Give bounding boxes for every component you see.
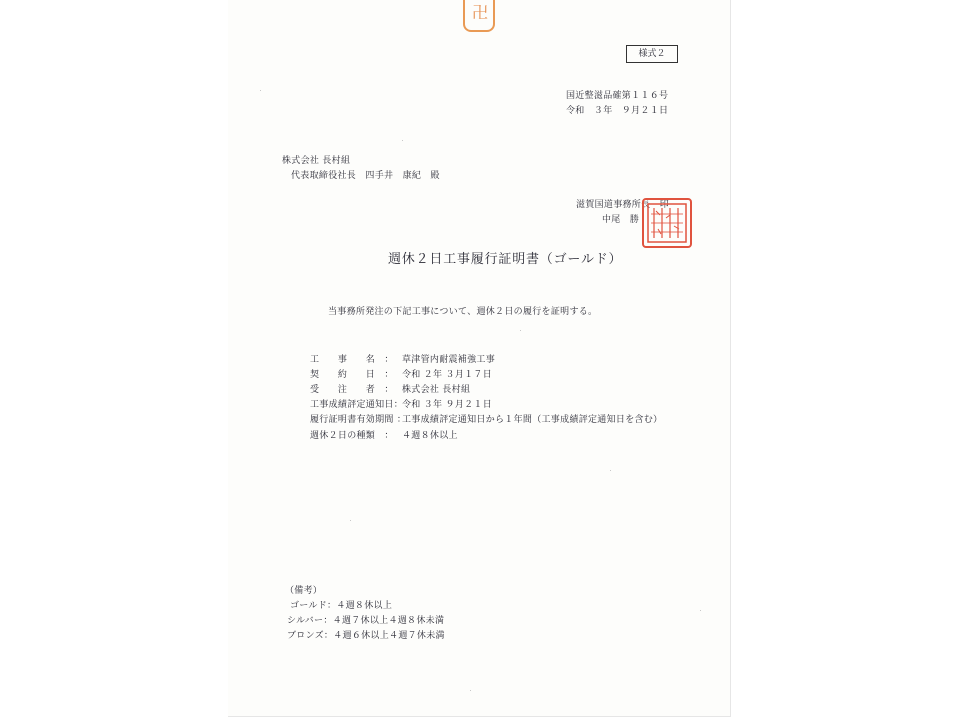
paper-speck [402,140,403,141]
form-label: 様式２ [626,45,678,63]
recipient-company: 株式会社 長村組 [282,156,351,166]
paper-speck [350,520,351,521]
paper-speck [610,470,611,471]
detail-row-validity-period [310,412,662,425]
detail-row-project-name [310,352,495,365]
paper-speck [470,690,471,691]
detail-label: 履行証明書有効期間 ： [310,415,407,425]
detail-value: 株式会社 長村組 [402,385,471,395]
detail-row-contractor [310,382,470,395]
document-title: 週休２日工事履行証明書（ゴールド） [388,252,623,267]
issuer-name: 中尾 勝 [602,215,640,225]
official-seal [642,198,692,248]
detail-label: 週休２日の種類 ： [310,431,394,441]
notes-heading: （備考） [285,586,323,596]
detail-value: ４週８休以上 [402,431,458,441]
seal-pattern-icon [646,202,688,244]
stamp-mark: 卍 [471,3,488,22]
detail-label: 工事成績評定通知日： [310,400,404,410]
note-gold: ゴールド：４週８休以上 [290,601,393,611]
detail-row-contract-date [310,367,492,380]
issuer-office: 滋賀国道事務所長 印 [576,200,670,210]
detail-value: 草津管内耐震補強工事 [402,355,496,365]
detail-value: 令和 ３年 ９月２１日 [402,400,493,410]
note-bronze: ブロンズ：４週６休以上４週７休未満 [287,631,445,641]
issue-date: 令和 ３年 ９月２１日 [566,106,669,116]
certification-statement: 当事務所発注の下記工事について、週休２日の履行を証明する。 [328,307,598,317]
recipient-representative: 代表取締役社長 四手井 康紀 殿 [291,171,440,181]
detail-label: 工 事 名 ： [310,355,394,365]
detail-value: 工事成績評定通知日から１年間（工事成績評定通知日を含む） [402,415,663,425]
paper-speck [520,330,521,331]
detail-label: 契 約 日 ： [310,370,394,380]
paper-speck [260,90,261,91]
detail-value: 令和 ２年 ３月１７日 [402,370,493,380]
top-stamp [463,0,495,32]
detail-row-evaluation-date [310,397,492,410]
document-number: 国近整滋品確第１１６号 [566,91,669,101]
detail-row-holiday-type [310,428,458,441]
paper-speck [700,610,701,611]
detail-label: 受 注 者 ： [310,385,394,395]
note-silver: シルバー：４週７休以上４週８休未満 [287,616,445,626]
